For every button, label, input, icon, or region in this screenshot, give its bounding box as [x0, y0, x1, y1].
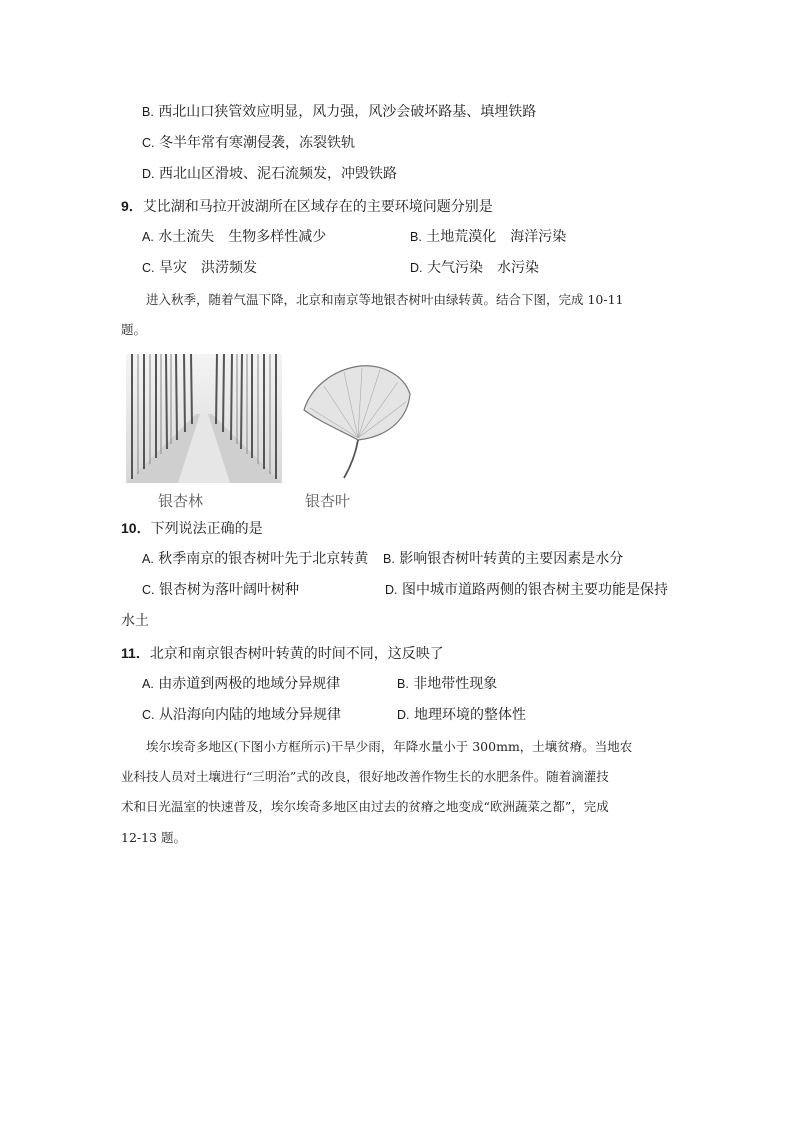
q8-option-d: [142, 164, 397, 184]
option-text: 从沿海向内陆的地域分异规律: [158, 707, 341, 723]
q11-option-a: [142, 674, 340, 694]
option-text: 由赤道到两极的地域分异规律: [158, 676, 341, 692]
q10-option-d-continued: 水土: [121, 613, 149, 629]
passage-12-13-line-4: 12-13 题。: [121, 830, 187, 845]
option-text: 银杏树为落叶阔叶树种: [158, 582, 299, 598]
option-text: 西北山口狭管效应明显，风力强，风沙会破坏路基、填埋铁路: [158, 104, 537, 120]
option-letter: B.: [383, 552, 395, 566]
q10-option-d: [385, 580, 668, 600]
option-text: 水土流失 生物多样性减少: [158, 229, 327, 245]
option-text: 影响银杏树叶转黄的主要因素是水分: [399, 551, 624, 567]
q11-option-c: [142, 705, 341, 725]
q10-option-a: [142, 549, 368, 569]
question-text: 下列说法正确的是: [150, 521, 263, 537]
q9-option-a: [142, 227, 326, 247]
option-letter: C.: [142, 261, 155, 275]
passage-10-11-line-1: 进入秋季，随着气温下降，北京和南京等地银杏树叶由绿转黄。结合下图，完成 10-11: [146, 292, 624, 307]
question-text: 艾比湖和马拉开波湖所在区域存在的主要环境问题分别是: [142, 199, 493, 215]
q11-option-d: [397, 705, 526, 725]
q9-option-c: [142, 258, 257, 278]
forest-caption: 银杏林: [158, 492, 204, 510]
question-11-stem: [121, 643, 444, 664]
question-number: 10．: [121, 520, 151, 536]
option-letter: B.: [410, 230, 422, 244]
q11-option-b: [397, 674, 497, 694]
passage-12-13-line-2: 业科技人员对土壤进行“三明治”式的改良，很好地改善作物生长的水肥条件。随着滴灌技: [121, 769, 609, 784]
option-letter: D.: [142, 167, 155, 181]
question-text: 北京和南京银杏树叶转黄的时间不同，这反映了: [149, 646, 444, 662]
option-text: 地理环境的整体性: [413, 707, 526, 723]
leaf-caption: 银杏叶: [305, 492, 351, 510]
question-number: 9．: [121, 198, 143, 214]
option-letter: B.: [142, 105, 154, 119]
ginkgo-forest-photo: [126, 354, 282, 483]
option-text: 西北山区滑坡、泥石流频发，冲毁铁路: [158, 166, 397, 182]
option-letter: D.: [397, 708, 410, 722]
option-text: 冬半年常有寒潮侵袭，冻裂铁轨: [158, 135, 355, 151]
ginkgo-leaf-illustration: [300, 360, 412, 482]
option-letter: A.: [142, 677, 154, 691]
option-text: 旱灾 洪涝频发: [158, 260, 257, 276]
option-letter: C.: [142, 583, 155, 597]
option-letter: C.: [142, 708, 155, 722]
option-text: 秋季南京的银杏树叶先于北京转黄: [158, 551, 369, 567]
option-text: 大气污染 水污染: [426, 260, 539, 276]
question-10-stem: [121, 518, 263, 539]
option-letter: A.: [142, 552, 154, 566]
q9-option-b: [410, 227, 566, 247]
passage-10-11-line-2: 题。: [121, 322, 147, 337]
q9-option-d: [410, 258, 539, 278]
question-9-stem: [121, 196, 493, 217]
option-letter: D.: [410, 261, 423, 275]
q8-option-c: [142, 133, 355, 153]
option-text: 图中城市道路两侧的银杏树主要功能是保持: [401, 582, 668, 598]
passage-12-13-line-1: 埃尔埃奇多地区(下图小方框所示)干旱少雨，年降水量小于 300mm，土壤贫瘠。当地农: [146, 739, 633, 754]
question-number: 11．: [121, 645, 150, 661]
option-letter: C.: [142, 136, 155, 150]
q10-option-c: [142, 580, 299, 600]
option-letter: B.: [397, 677, 409, 691]
option-letter: A.: [142, 230, 154, 244]
q8-option-b: [142, 102, 536, 122]
option-text: 土地荒漠化 海洋污染: [426, 229, 567, 245]
q10-option-b: [383, 549, 623, 569]
passage-12-13-line-3: 术和日光温室的快速普及，埃尔埃奇多地区由过去的贫瘠之地变成“欧洲蔬菜之都”，完成: [121, 799, 609, 814]
option-text: 非地带性现象: [413, 676, 498, 692]
option-letter: D.: [385, 583, 398, 597]
